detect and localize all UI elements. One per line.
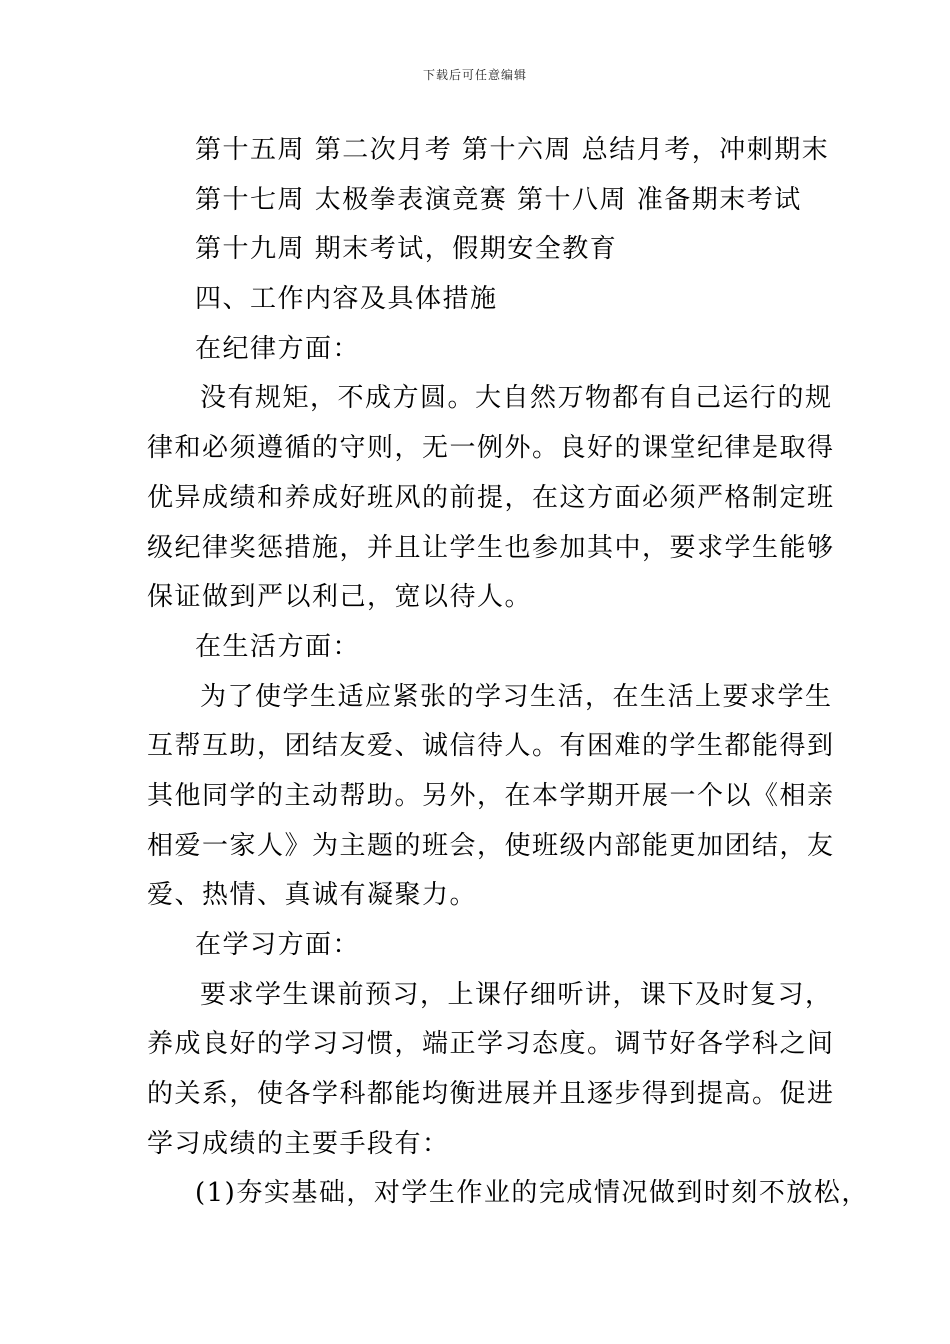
paragraph-study-line: 学习成绩的主要手段有：: [147, 1129, 450, 1159]
schedule-week-17-18: 第十七周 太极拳表演竞赛 第十八周 准备期末考试: [195, 185, 802, 215]
paragraph-life-line: 相爱一家人》为主题的班会，使班级内部能更加团结，友: [147, 831, 835, 861]
paragraph-life-line: 互帮互助，团结友爱、诚信待人。有困难的学生都能得到: [147, 731, 835, 761]
subheading-study: 在学习方面：: [195, 930, 361, 960]
paragraph-discipline-line: 优异成绩和养成好班风的前提，在这方面必须严格制定班: [147, 483, 835, 513]
subheading-discipline: 在纪律方面：: [195, 334, 361, 364]
paragraph-life-line: 为了使学生适应紧张的学习生活，在生活上要求学生: [200, 682, 833, 712]
schedule-week-19: 第十九周 期末考试，假期安全教育: [195, 234, 618, 264]
paragraph-life-line: 其他同学的主动帮助。另外，在本学期开展一个以《相亲: [147, 781, 835, 811]
section-heading-work-content: 四、工作内容及具体措施: [195, 284, 498, 314]
paragraph-life-line: 爱、热情、真诚有凝聚力。: [147, 880, 478, 910]
paragraph-study-line: 养成良好的学习习惯，端正学习态度。调节好各学科之间: [147, 1029, 835, 1059]
paragraph-discipline-line: 保证做到严以利己，宽以待人。: [147, 582, 533, 612]
header-note: 下载后可任意编辑: [422, 68, 527, 82]
paragraph-study-line: 的关系，使各学科都能均衡进展并且逐步得到提高。促进: [147, 1079, 835, 1109]
list-item-1: (1)夯实基础，对学生作业的完成情况做到时刻不放松，: [195, 1178, 869, 1208]
paragraph-discipline-line: 律和必须遵循的守则，无一例外。良好的课堂纪律是取得: [147, 433, 835, 463]
paragraph-study-line: 要求学生课前预习，上课仔细听讲，课下及时复习，: [200, 980, 833, 1010]
subheading-life: 在生活方面：: [195, 632, 361, 662]
schedule-week-15-16: 第十五周 第二次月考 第十六周 总结月考，冲刺期末: [195, 135, 830, 165]
paragraph-discipline-line: 级纪律奖惩措施，并且让学生也参加其中，要求学生能够: [147, 533, 835, 563]
paragraph-discipline-line: 没有规矩，不成方圆。大自然万物都有自己运行的规: [200, 383, 833, 413]
